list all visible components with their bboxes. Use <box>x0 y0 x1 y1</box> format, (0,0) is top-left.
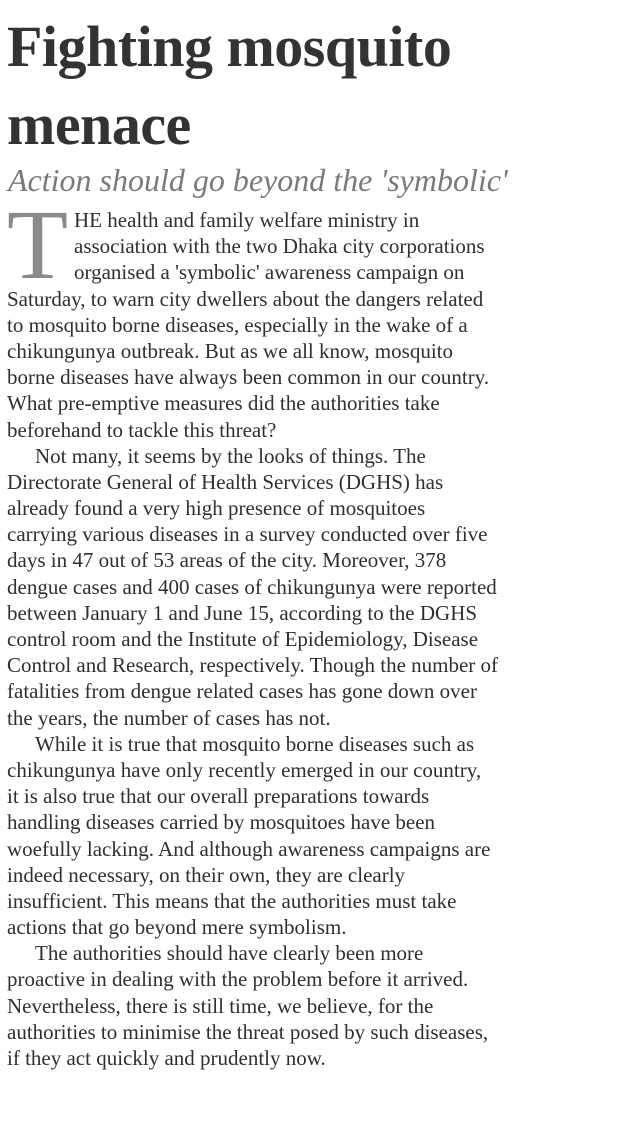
body-line: While it is true that mosquito borne diseases such as <box>35 731 475 756</box>
body-line: authorities to minimise the threat posed by such diseases, <box>7 1019 489 1044</box>
subheadline: Action should go beyond the 'symbolic' <box>8 162 508 198</box>
body-line: days in 47 out of 53 areas of the city. Moreover, 378 <box>7 548 447 573</box>
body-line: handling diseases carried by mosquitoes have been <box>7 810 436 835</box>
body-line: chikungunya have only recently emerged in our country, <box>7 757 482 782</box>
body-line: chikungunya outbreak. But as we all know, mosquito <box>7 338 453 363</box>
body-line: insufficient. This means that the authorities must take <box>7 888 457 913</box>
body-line: carrying various diseases in a survey conducted over five <box>7 522 488 547</box>
body-line: already found a very high presence of mosquitoes <box>7 496 426 521</box>
body-line: proactive in dealing with the problem before it arrived. <box>7 967 469 992</box>
body-line: dengue cases and 400 cases of chikungunya were reported <box>7 574 497 599</box>
headline: Fighting mosquito menace <box>7 14 452 157</box>
body-line: Saturday, to warn city dwellers about the dangers related <box>7 286 484 311</box>
body-line: Not many, it seems by the looks of things. The <box>35 443 426 468</box>
body-line: beforehand to tackle this threat? <box>7 417 277 442</box>
body-line: HE health and family welfare ministry in <box>74 208 420 232</box>
body-line: borne diseases have always been common in our country. <box>7 365 490 390</box>
body-line: The authorities should have clearly been more <box>35 941 424 966</box>
body-line: if they act quickly and prudently now. <box>7 1046 326 1070</box>
article-body <box>7 189 627 1071</box>
body-line: Nevertheless, there is still time, we believe, for the <box>7 993 434 1018</box>
body-line: association with the two Dhaka city corporations <box>74 234 485 259</box>
body-line: Control and Research, respectively. Though the number of <box>7 653 499 678</box>
body-line: Directorate General of Health Services (DGHS) has <box>7 469 444 494</box>
body-line: fatalities from dengue related cases has gone down over <box>7 679 477 704</box>
body-line: to mosquito borne diseases, especially in the wake of a <box>7 312 468 337</box>
body-line: between January 1 and June 15, according to the DGHS <box>7 600 478 625</box>
body-line: organised a 'symbolic' awareness campaign on <box>74 260 465 285</box>
body-line: woefully lacking. And although awareness campaigns are <box>7 836 491 861</box>
drop-cap: T <box>7 189 69 300</box>
body-line: control room and the Institute of Epidemiology, Disease <box>7 627 479 651</box>
body-line: What pre-emptive measures did the authorities take <box>7 391 440 416</box>
body-line: it is also true that our overall preparations towards <box>7 784 430 809</box>
body-line: indeed necessary, on their own, they are clearly <box>7 862 406 887</box>
body-line: the years, the number of cases has not. <box>7 705 331 730</box>
body-line: actions that go beyond mere symbolism. <box>7 915 347 940</box>
